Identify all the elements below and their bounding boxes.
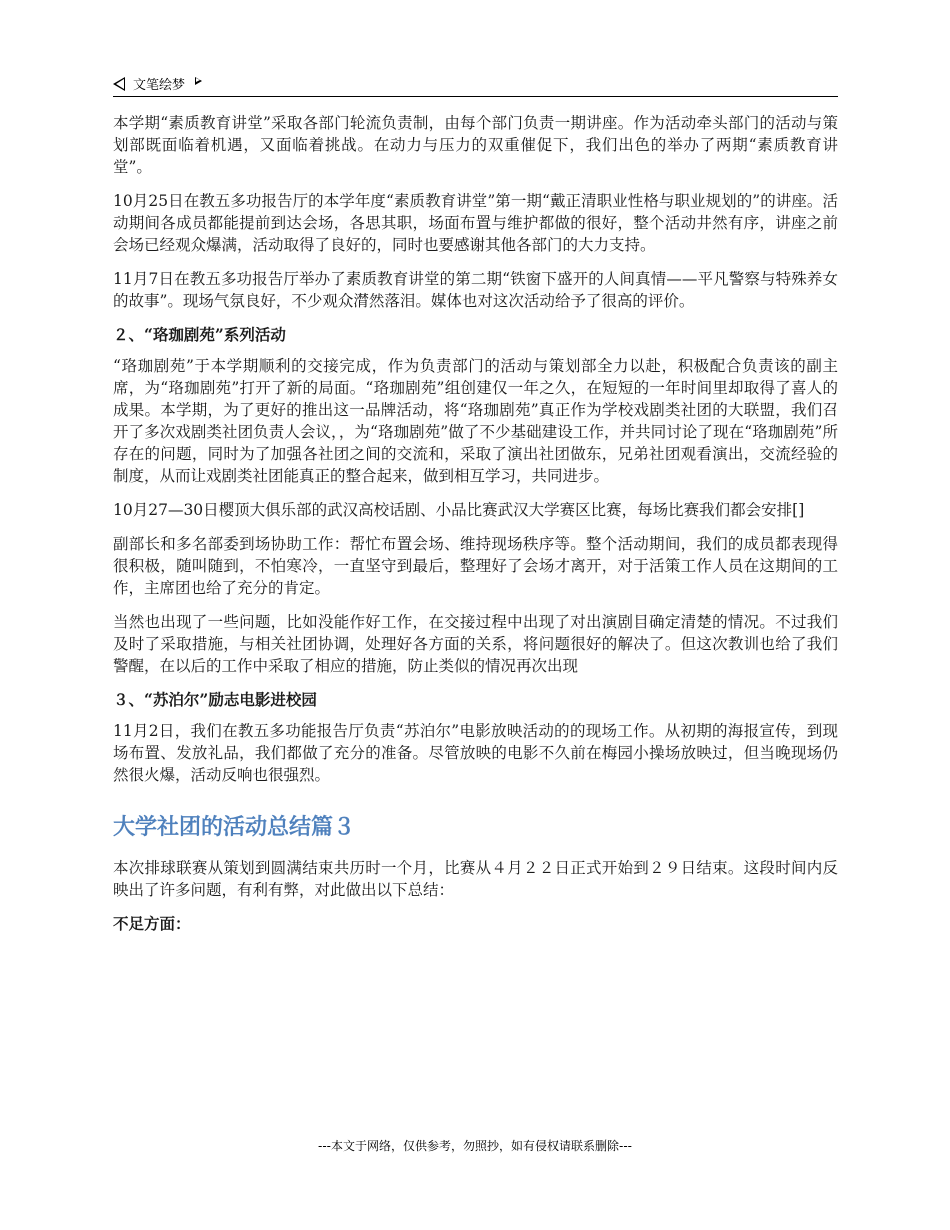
paragraph: “珞珈剧苑”于本学期顺利的交接完成，作为负责部门的活动与策划部全力以赴，积极配合负责该的副主席，为“珞珈剧苑”打开了新的局面。“珞珈剧苑”组创建仅一年之久，在短短的一年时间里却取得了喜人的成果。本学期，为了更好的推出这一品牌活动，将“珞珈剧苑”真正作为学校戏剧类社团的大联盟，我们召开了多次戏剧类社团负责人会议，，为“珞珈剧苑”做了不少基础建设工作，并共同讨论了现在“珞珈剧苑”所存在的问题，同时为了加强各社团之间的交流和，采取了演出社团做东，兄弟社团观看演出，交流经验的制度，从而让戏剧类社团能真正的整合起来，做到相互学习，共同进步。: [113, 357, 838, 485]
paragraph: 副部长和多名部委到场协助工作：帮忙布置会场、维持现场秩序等。整个活动期间，我们的成员都表现得很积极，随叫随到，不怕寒冷，一直坚守到最后，整理好了会场才离开，对于活策工作人员在这期间的工作，主席团也给了充分的肯定。: [113, 535, 838, 597]
section-heading: ２、“珞珈剧苑”系列活动: [113, 325, 286, 344]
footer-notice: ---本文于网络，仅供参考，勿照抄，如有侵权请联系删除---: [318, 1139, 632, 1153]
paragraph: 当然也出现了一些问题，比如没能作好工作，在交接过程中出现了对出演剧目确定清楚的情况。不过我们及时了采取措施，与相关社团协调，处理好各方面的关系，将问题很好的解决了。但这次教训也给了我们警醒，在以后的工作中采取了相应的措施，防止类似的情况再次出现: [113, 613, 838, 675]
logo-text: 文笔绘梦: [133, 78, 186, 93]
shortcomings-label: 不足方面：: [113, 914, 191, 933]
page-header: [113, 72, 838, 97]
left-triangle-icon: [113, 77, 125, 91]
paragraph: 10月27—30日樱顶大俱乐部的武汉高校话剧、小品比赛武汉大学赛区比赛，每场比赛我们都会安排[]: [113, 501, 805, 519]
article-title: 大学社团的活动总结篇３: [113, 815, 356, 840]
logo: [113, 74, 202, 93]
paragraph: 本学期“素质教育讲堂”采取各部门轮流负责制，由每个部门负责一期讲座。作为活动牵头部门的活动与策划部既面临着机遇，又面临着挑战。在动力与压力的双重催促下，我们出色的举办了两期“素质教育讲堂”。: [113, 114, 838, 176]
paragraph: 10月25日在教五多功报告厅的本学年度“素质教育讲堂”第一期“戴正清职业性格与职业规划的”的讲座。活动期间各成员都能提前到达会场，各思其职，场面布置与维护都做的很好，整个活动井然有序，讲座之前会场已经观众爆满，活动取得了良好的，同时也要感谢其他各部门的大力支持。: [113, 192, 838, 254]
section-heading: ３、“苏泊尔”励志电影进校园: [113, 690, 317, 709]
paragraph: 本次排球联赛从策划到圆满结束共历时一个月，比赛从４月２２日正式开始到２９日结束。这段时间内反映出了许多问题，有利有弊，对此做出以下总结：: [113, 859, 838, 899]
document-body: [113, 112, 838, 935]
paragraph: 11月7日在教五多功报告厅举办了素质教育讲堂的第二期“铁窗下盛开的人间真情——平凡警察与特殊养女的故事”。现场气氛良好，不少观众潸然落泪。媒体也对这次活动给予了很高的评价。: [113, 270, 838, 310]
right-triangle-icon: [195, 77, 202, 85]
paragraph: 11月2日，我们在教五多功能报告厅负责“苏泊尔”电影放映活动的的现场工作。从初期的海报宣传，到现场布置、发放礼品，我们都做了充分的准备。尽管放映的电影不久前在梅园小操场放映过，但当晚现场仍然很火爆，活动反响也很强烈。: [113, 722, 838, 784]
